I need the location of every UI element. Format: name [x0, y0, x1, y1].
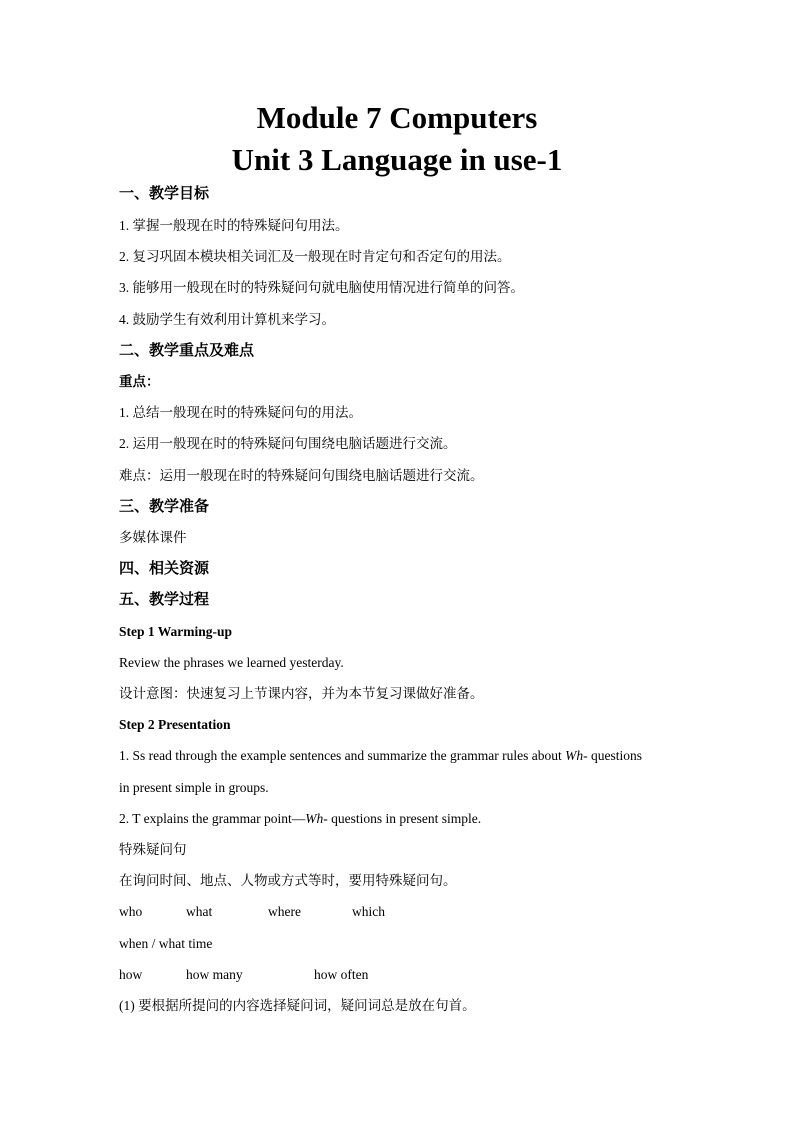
question-word: who: [119, 904, 143, 919]
question-word: where: [268, 904, 301, 919]
key-points-label: 重点：: [119, 374, 160, 389]
grammar-rule-1: (1) 要根据所提问的内容选择疑问词，疑问词总是放在句首。: [119, 998, 476, 1013]
question-word: when / what time: [119, 936, 213, 951]
document-subtitle: Unit 3 Language in use-1: [231, 142, 563, 177]
step2-item2: 2. T explains the grammar point—Wh- questions in present simple.: [119, 811, 482, 826]
key-point-item: 1. 总结一般现在时的特殊疑问句的用法。: [119, 405, 362, 420]
wh-emphasis: Wh: [565, 748, 584, 763]
question-word: what: [186, 904, 213, 919]
step2-item1: 1. Ss read through the example sentences and summarize the grammar rules about Wh- questions: [119, 748, 642, 763]
question-word: which: [352, 904, 385, 919]
section-heading-preparation: 三、教学准备: [119, 499, 210, 515]
grammar-explanation: 在询问时间、地点、人物或方式等时，要用特殊疑问句。: [119, 873, 457, 888]
objective-item: 2. 复习巩固本模块相关词汇及一般现在时肯定句和否定句的用法。: [119, 249, 511, 264]
section-heading-objectives: 一、教学目标: [119, 186, 210, 202]
grammar-subheading: 特殊疑问句: [119, 842, 187, 857]
key-point-item: 2. 运用一般现在时的特殊疑问句围绕电脑话题进行交流。: [119, 436, 457, 451]
step1-design-intent: 设计意图：快速复习上节课内容，并为本节复习课做好准备。: [119, 686, 484, 701]
objective-item: 1. 掌握一般现在时的特殊疑问句用法。: [119, 218, 349, 233]
preparation-text: 多媒体课件: [119, 530, 187, 545]
objective-item: 4. 鼓励学生有效利用计算机来学习。: [119, 312, 335, 327]
wh-emphasis: Wh: [305, 811, 324, 826]
document-title: Module 7 Computers: [256, 100, 538, 135]
difficulty-text: 难点：运用一般现在时的特殊疑问句围绕电脑话题进行交流。: [119, 468, 484, 483]
section-heading-process: 五、教学过程: [119, 592, 210, 608]
step1-text: Review the phrases we learned yesterday.: [119, 655, 344, 670]
step2-item1-continued: in present simple in groups.: [119, 780, 269, 795]
step1-title: Step 1 Warming-up: [119, 624, 233, 639]
question-word: how many: [186, 967, 243, 982]
question-word: how: [119, 967, 143, 982]
section-heading-key-points: 二、教学重点及难点: [119, 343, 255, 359]
objective-item: 3. 能够用一般现在时的特殊疑问句就电脑使用情况进行简单的问答。: [119, 280, 524, 295]
question-word: how often: [314, 967, 369, 982]
step2-title: Step 2 Presentation: [119, 717, 231, 732]
section-heading-resources: 四、相关资源: [119, 561, 210, 577]
